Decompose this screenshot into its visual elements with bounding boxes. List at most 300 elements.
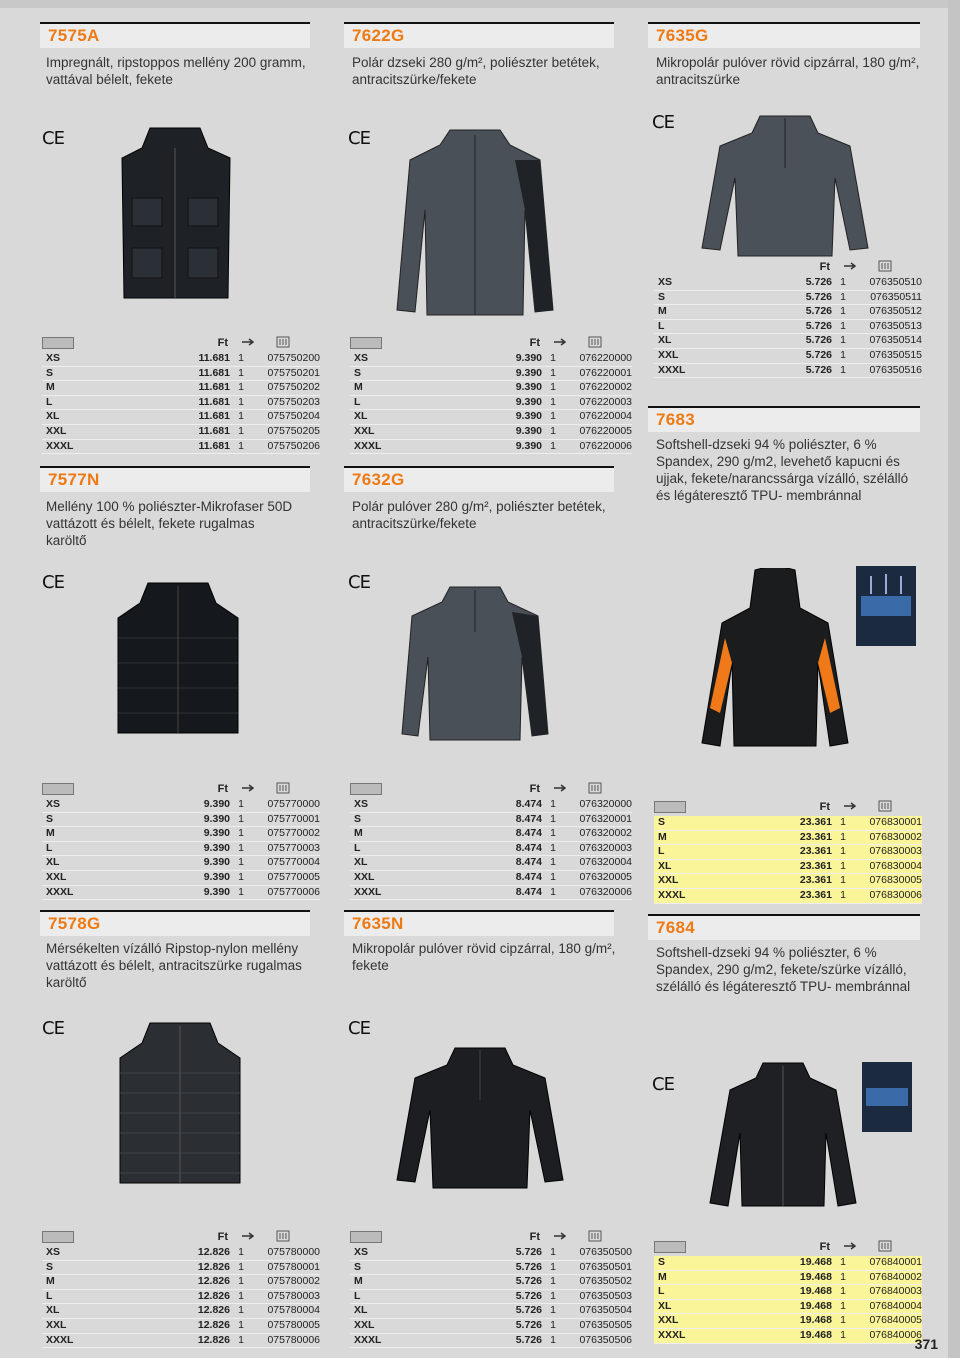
barcode-icon: [276, 782, 290, 794]
size-cell: XL: [354, 410, 368, 423]
size-cell: L: [354, 395, 361, 408]
size-cell: XL: [658, 334, 672, 347]
quantity-cell: 1: [840, 830, 846, 843]
ce-mark-icon: CE: [348, 1018, 370, 1039]
product-desc-7577N: Mellény 100 % poliészter-Mikrofaser 50D vattázott és bélelt, fekete rugalmas karöltő: [46, 499, 293, 548]
code-cell: 075770002: [267, 827, 320, 840]
quantity-cell: 1: [840, 1328, 846, 1341]
brand-logo-icon: [654, 801, 686, 813]
price-cell: 11.681: [198, 410, 230, 423]
size-cell: M: [46, 1275, 55, 1288]
size-cell: M: [354, 827, 363, 840]
barcode-icon: [878, 260, 892, 272]
product-title-7578G: 7578G: [40, 910, 310, 936]
price-cell: 5.726: [515, 1289, 542, 1302]
quantity-icon: [553, 338, 566, 347]
table-row: [350, 886, 632, 901]
size-cell: XL: [658, 1299, 672, 1312]
code-cell: 076840002: [869, 1270, 922, 1283]
quantity-cell: 1: [840, 1314, 846, 1327]
size-cell: S: [658, 816, 666, 828]
size-cell: XS: [354, 352, 369, 364]
table-row: [654, 860, 922, 875]
price-cell: 9.390: [203, 870, 230, 883]
code-cell: 075780006: [267, 1333, 320, 1346]
size-cell: M: [658, 830, 667, 843]
price-cell: 8.474: [515, 870, 542, 883]
currency-label: Ft: [217, 783, 228, 795]
table-row: [350, 842, 632, 857]
code-cell: 076350506: [579, 1333, 632, 1346]
price-table: [654, 800, 922, 904]
price-table: [42, 1230, 320, 1348]
code-cell: 075750201: [267, 366, 320, 379]
quantity-cell: 1: [550, 798, 556, 810]
code-cell: 075750203: [267, 395, 320, 408]
size-cell: XXL: [46, 870, 67, 883]
ce-mark-icon: CE: [348, 572, 370, 593]
size-cell: XS: [46, 352, 61, 364]
quantity-icon: [241, 1232, 254, 1241]
price-cell: 23.361: [799, 874, 832, 887]
table-row: [654, 1271, 922, 1286]
ce-mark-icon: CE: [42, 128, 64, 149]
quantity-cell: 1: [238, 841, 244, 854]
quantity-icon: [241, 784, 254, 793]
table-row: [350, 1290, 632, 1305]
price-cell: 5.726: [805, 363, 832, 376]
quantity-cell: 1: [238, 366, 244, 379]
price-cell: 5.726: [805, 305, 832, 318]
table-row: [42, 798, 320, 813]
price-cell: 5.726: [515, 1275, 542, 1288]
product-desc-7578G: Mérsékelten vízálló Ripstop-nylon mellény vattázott és bélelt, antracitszürke rugalmas karöltő: [46, 941, 302, 990]
code-cell: 076830002: [869, 830, 922, 843]
fleece-7622G-image: [395, 120, 555, 320]
quantity-cell: 1: [550, 1333, 556, 1346]
size-cell: XXXL: [354, 439, 382, 452]
microfleece-7635G-image: [700, 108, 870, 258]
code-cell: 076830004: [869, 859, 922, 872]
table-row: [654, 334, 922, 349]
size-cell: S: [46, 366, 54, 379]
code-cell: 076350504: [579, 1304, 632, 1317]
size-cell: L: [46, 1289, 53, 1302]
code-cell: 075780004: [267, 1304, 320, 1317]
table-row: [654, 349, 922, 364]
ce-mark-icon: CE: [652, 1074, 674, 1095]
size-cell: XXXL: [354, 885, 382, 898]
quantity-cell: 1: [550, 856, 556, 869]
price-table: [350, 336, 632, 454]
product-desc-7683: Softshell-dzseki 94 % poliészter, 6 % Spandex, 290 g/m2, levehető kapucni és ujjak, fekete/narancssárga vízálló, szélálló és légáteresztő TPU- membránnal: [656, 437, 909, 503]
code-cell: 076840001: [869, 1256, 922, 1268]
price-cell: 9.390: [515, 424, 542, 437]
ce-mark-icon: CE: [42, 1018, 64, 1039]
quantity-cell: 1: [238, 1275, 244, 1288]
quantity-cell: 1: [840, 319, 846, 332]
product-title-7683: 7683: [648, 406, 920, 432]
size-cell: L: [354, 1289, 361, 1302]
code-cell: 076320004: [579, 856, 632, 869]
code-cell: 076320001: [579, 812, 632, 825]
fleece-7632G-image: [400, 582, 550, 742]
price-cell: 12.826: [197, 1289, 230, 1302]
table-row: [654, 1300, 922, 1315]
quantity-cell: 1: [840, 1270, 846, 1283]
microfleece-7635N-image: [395, 1040, 565, 1190]
quantity-cell: 1: [550, 439, 556, 452]
code-cell: 076830003: [869, 845, 922, 858]
quantity-cell: 1: [840, 363, 846, 376]
code-cell: 075750202: [267, 381, 320, 394]
currency-label: Ft: [819, 1241, 830, 1253]
size-cell: S: [354, 366, 362, 379]
size-cell: XS: [354, 1246, 369, 1258]
size-cell: XXXL: [46, 885, 74, 898]
size-cell: XXL: [658, 874, 679, 887]
table-row: [350, 827, 632, 842]
size-cell: XXXL: [658, 1328, 686, 1341]
price-cell: 5.726: [515, 1333, 542, 1346]
table-row: [42, 352, 320, 367]
product-title-7577N: 7577N: [40, 466, 310, 492]
price-table: [654, 261, 922, 378]
price-cell: 23.361: [799, 830, 832, 843]
quantity-cell: 1: [840, 305, 846, 318]
product-title-7575A: 7575A: [40, 22, 310, 48]
code-cell: 075750204: [267, 410, 320, 423]
product-title-7635N: 7635N: [344, 910, 614, 936]
size-cell: XXL: [354, 424, 375, 437]
code-cell: 076350510: [869, 276, 922, 288]
product-title-7632G: 7632G: [344, 466, 614, 492]
code-cell: 075770001: [267, 812, 320, 825]
table-row: [654, 1329, 922, 1344]
barcode-icon: [588, 336, 602, 348]
currency-label: Ft: [529, 337, 540, 349]
code-cell: 075770004: [267, 856, 320, 869]
quantity-cell: 1: [550, 1275, 556, 1288]
size-cell: XL: [354, 856, 368, 869]
brand-logo-icon: [654, 1241, 686, 1253]
table-row: [42, 842, 320, 857]
code-cell: 076350501: [579, 1260, 632, 1273]
price-cell: 9.390: [515, 395, 542, 408]
table-row: [350, 813, 632, 828]
table-row: [654, 320, 922, 335]
quantity-cell: 1: [550, 841, 556, 854]
barcode-icon: [878, 1240, 892, 1252]
size-cell: L: [354, 841, 361, 854]
size-cell: XXXL: [658, 888, 686, 901]
size-cell: L: [658, 845, 665, 858]
product-desc-7684: Softshell-dzseki 94 % poliészter, 6 % Spandex, 290 g/m2, fekete/szürke vízálló, szélálló és légáteresztő TPU- membránnal: [656, 945, 911, 994]
table-row: [654, 1314, 922, 1329]
quantity-cell: 1: [238, 1318, 244, 1331]
size-cell: L: [658, 1285, 665, 1298]
size-cell: S: [46, 812, 54, 825]
table-row: [42, 1334, 320, 1349]
price-cell: 12.826: [197, 1246, 230, 1258]
price-cell: 9.390: [203, 856, 230, 869]
price-cell: 8.474: [515, 856, 542, 869]
price-cell: 23.361: [799, 888, 832, 901]
price-cell: 23.361: [799, 845, 832, 858]
code-cell: 075770000: [267, 798, 320, 810]
table-row: [654, 305, 922, 320]
table-row: [42, 1290, 320, 1305]
quantity-cell: 1: [238, 812, 244, 825]
code-cell: 076830005: [869, 874, 922, 887]
code-cell: 076840005: [869, 1314, 922, 1327]
code-cell: 076220006: [579, 439, 632, 452]
code-cell: 076320002: [579, 827, 632, 840]
product-desc-7635N: Mikropolár pulóver rövid cipzárral, 180 g/m², fekete: [352, 941, 616, 973]
code-cell: 076350513: [869, 319, 922, 332]
brand-logo-icon: [42, 1231, 74, 1243]
size-cell: L: [46, 841, 53, 854]
price-cell: 9.390: [515, 439, 542, 452]
size-cell: XXL: [46, 424, 67, 437]
price-cell: 19.468: [799, 1285, 832, 1298]
price-cell: 9.390: [203, 827, 230, 840]
price-cell: 23.361: [799, 816, 832, 828]
quantity-cell: 1: [840, 874, 846, 887]
size-cell: XXXL: [658, 363, 686, 376]
quantity-cell: 1: [550, 827, 556, 840]
table-row: [42, 367, 320, 382]
price-cell: 19.468: [799, 1270, 832, 1283]
quantity-icon: [241, 338, 254, 347]
size-cell: XL: [46, 410, 60, 423]
quantity-cell: 1: [550, 352, 556, 364]
size-cell: XL: [46, 856, 60, 869]
currency-label: Ft: [529, 1231, 540, 1243]
price-cell: 9.390: [203, 841, 230, 854]
table-row: [42, 396, 320, 411]
code-cell: 076350512: [869, 305, 922, 318]
code-cell: 076320003: [579, 841, 632, 854]
price-cell: 12.826: [197, 1275, 230, 1288]
price-cell: 5.726: [805, 334, 832, 347]
code-cell: 076350500: [579, 1246, 632, 1258]
table-row: [350, 425, 632, 440]
price-cell: 8.474: [515, 841, 542, 854]
ce-mark-icon: CE: [652, 112, 674, 133]
table-header: [42, 1230, 320, 1246]
price-cell: 9.390: [515, 352, 542, 364]
quantity-cell: 1: [840, 816, 846, 828]
price-cell: 19.468: [799, 1256, 832, 1268]
code-cell: 075780003: [267, 1289, 320, 1302]
table-header: [42, 336, 320, 352]
code-cell: 076350514: [869, 334, 922, 347]
size-cell: XXL: [46, 1318, 67, 1331]
code-cell: 076220002: [579, 381, 632, 394]
code-cell: 076220000: [579, 352, 632, 364]
price-cell: 9.390: [515, 381, 542, 394]
price-table: [654, 1240, 922, 1344]
currency-label: Ft: [217, 1231, 228, 1243]
table-row: [42, 425, 320, 440]
size-cell: XXXL: [46, 439, 74, 452]
size-cell: M: [658, 305, 667, 318]
barcode-icon: [588, 1230, 602, 1242]
price-cell: 19.468: [799, 1299, 832, 1312]
size-cell: XXL: [354, 870, 375, 883]
table-header: [654, 800, 922, 816]
quantity-cell: 1: [238, 1289, 244, 1302]
table-row: [350, 440, 632, 455]
code-cell: 075770003: [267, 841, 320, 854]
brand-logo-icon: [350, 1231, 382, 1243]
code-cell: 076220003: [579, 395, 632, 408]
table-row: [654, 276, 922, 291]
quantity-icon: [843, 802, 856, 811]
quantity-icon: [843, 262, 856, 271]
barcode-icon: [276, 1230, 290, 1242]
table-row: [42, 813, 320, 828]
table-header: [654, 1240, 922, 1256]
table-header: [350, 1230, 632, 1246]
quantity-cell: 1: [238, 885, 244, 898]
price-cell: 5.726: [515, 1304, 542, 1317]
size-cell: M: [46, 381, 55, 394]
table-row: [654, 874, 922, 889]
size-cell: M: [46, 827, 55, 840]
table-header: [42, 782, 320, 798]
quantity-cell: 1: [840, 859, 846, 872]
top-bar: [0, 0, 960, 8]
quantity-icon: [843, 1242, 856, 1251]
price-cell: 19.468: [799, 1314, 832, 1327]
size-cell: S: [46, 1260, 54, 1273]
code-cell: 076840006: [869, 1328, 922, 1341]
size-cell: XXXL: [46, 1333, 74, 1346]
quantity-cell: 1: [238, 410, 244, 423]
code-cell: 076220001: [579, 366, 632, 379]
table-row: [654, 889, 922, 904]
table-header: [350, 782, 632, 798]
price-cell: 23.361: [799, 859, 832, 872]
product-desc-7622G: Polár dzseki 280 g/m², poliészter betétek, antracitszürke/fekete: [352, 55, 600, 87]
price-cell: 8.474: [515, 827, 542, 840]
quantity-cell: 1: [840, 845, 846, 858]
price-cell: 5.726: [805, 290, 832, 303]
price-cell: 12.826: [197, 1304, 230, 1317]
code-cell: 075750200: [267, 352, 320, 364]
price-table: [350, 1230, 632, 1348]
table-row: [350, 352, 632, 367]
table-row: [350, 381, 632, 396]
size-cell: XXL: [354, 1318, 375, 1331]
quantity-icon: [553, 1232, 566, 1241]
table-row: [42, 1261, 320, 1276]
quantity-cell: 1: [238, 1260, 244, 1273]
size-cell: XL: [354, 1304, 368, 1317]
table-row: [350, 1304, 632, 1319]
table-row: [350, 1261, 632, 1276]
quantity-cell: 1: [550, 1304, 556, 1317]
quantity-cell: 1: [238, 856, 244, 869]
table-row: [42, 1275, 320, 1290]
price-cell: 5.726: [805, 348, 832, 361]
table-row: [42, 410, 320, 425]
quantity-cell: 1: [550, 1318, 556, 1331]
table-row: [654, 364, 922, 379]
code-cell: 075780000: [267, 1246, 320, 1258]
product-title-7635G: 7635G: [648, 22, 920, 48]
size-cell: XS: [658, 276, 673, 288]
brand-logo-icon: [42, 337, 74, 349]
ce-mark-icon: CE: [348, 128, 370, 149]
size-cell: M: [354, 381, 363, 394]
quantity-cell: 1: [550, 1246, 556, 1258]
table-row: [654, 816, 922, 831]
code-cell: 075770006: [267, 885, 320, 898]
price-cell: 12.826: [197, 1318, 230, 1331]
quantity-cell: 1: [238, 870, 244, 883]
size-cell: XXL: [658, 348, 679, 361]
table-row: [42, 886, 320, 901]
price-cell: 11.681: [198, 395, 230, 408]
membrane-diagram-image: [862, 1062, 912, 1132]
product-desc-7635G: Mikropolár pulóver rövid cipzárral, 180 g/m², antracitszürke: [656, 55, 920, 87]
size-cell: S: [354, 812, 362, 825]
brand-logo-icon: [350, 783, 382, 795]
currency-label: Ft: [217, 337, 228, 349]
table-header: [350, 336, 632, 352]
table-row: [654, 1256, 922, 1271]
quantity-cell: 1: [550, 870, 556, 883]
quantity-cell: 1: [840, 290, 846, 303]
code-cell: 076830006: [869, 888, 922, 901]
price-cell: 5.726: [515, 1246, 542, 1258]
quantity-cell: 1: [840, 276, 846, 288]
barcode-icon: [588, 782, 602, 794]
price-cell: 11.681: [198, 439, 230, 452]
table-row: [42, 871, 320, 886]
size-cell: XXL: [658, 1314, 679, 1327]
size-cell: XS: [354, 798, 369, 810]
code-cell: 076320000: [579, 798, 632, 810]
table-row: [654, 1285, 922, 1300]
code-cell: 076320005: [579, 870, 632, 883]
quantity-cell: 1: [238, 352, 244, 364]
table-row: [350, 367, 632, 382]
vest-7575A-image: [110, 118, 240, 308]
quantity-cell: 1: [840, 334, 846, 347]
quantity-cell: 1: [840, 888, 846, 901]
quantity-cell: 1: [238, 424, 244, 437]
price-table: [42, 782, 320, 900]
table-row: [42, 1319, 320, 1334]
price-cell: 5.726: [515, 1318, 542, 1331]
quantity-cell: 1: [840, 1256, 846, 1268]
barcode-icon: [878, 800, 892, 812]
table-row: [654, 831, 922, 846]
size-cell: XXXL: [354, 1333, 382, 1346]
quantity-cell: 1: [238, 1304, 244, 1317]
currency-label: Ft: [819, 801, 830, 813]
price-cell: 11.681: [198, 381, 230, 394]
code-cell: 076220005: [579, 424, 632, 437]
code-cell: 076350505: [579, 1318, 632, 1331]
code-cell: 076830001: [869, 816, 922, 828]
table-row: [350, 1246, 632, 1261]
table-row: [42, 1304, 320, 1319]
